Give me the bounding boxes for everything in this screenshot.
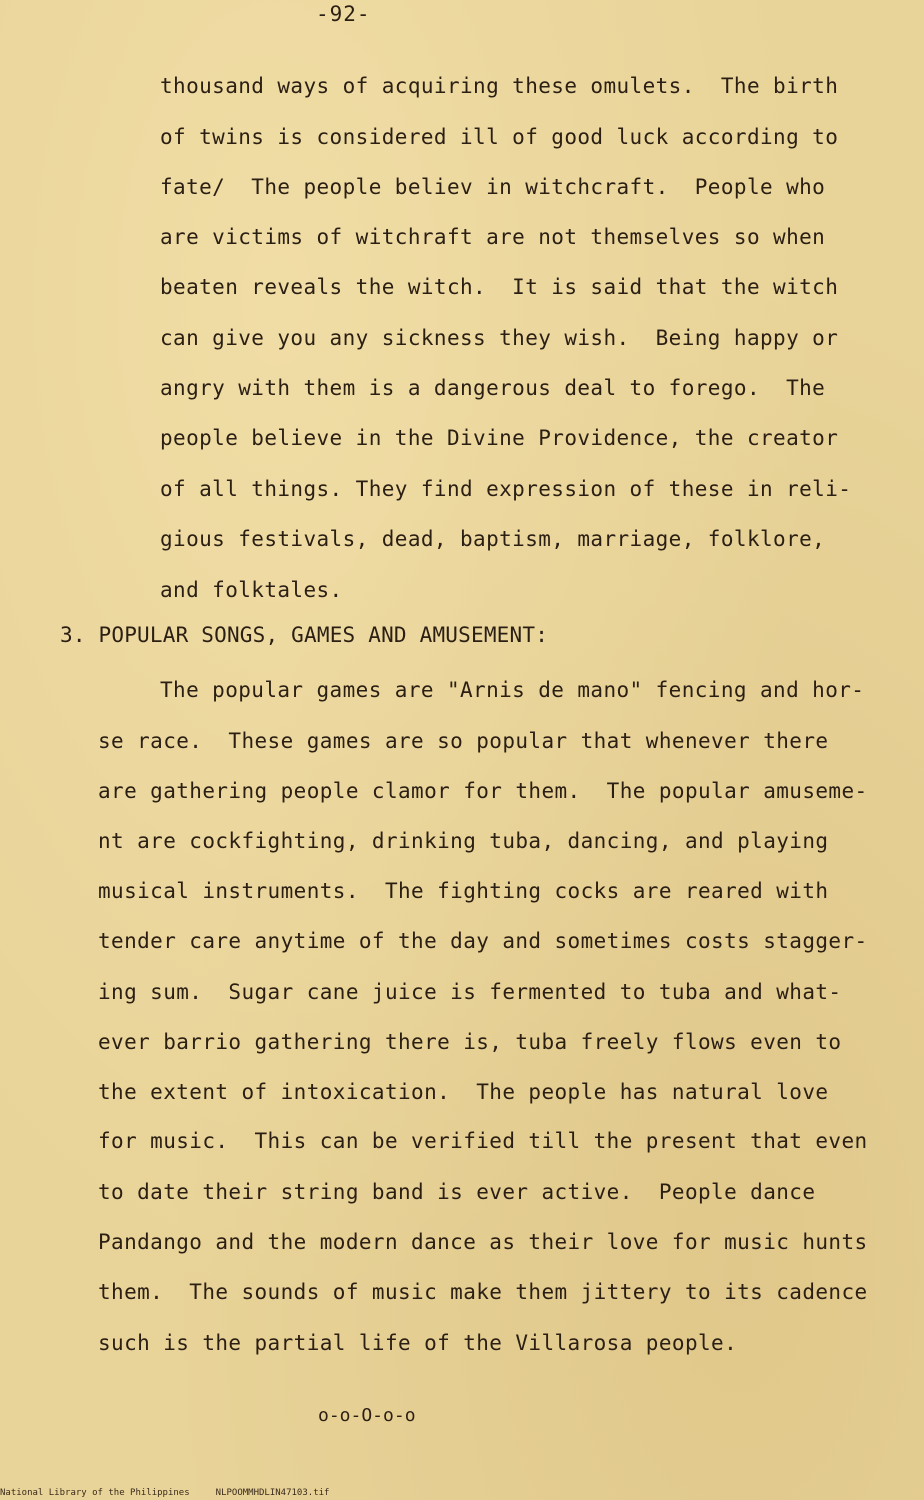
paragraph1-line: and folktales. [160,578,343,602]
paragraph1-line: can give you any sickness they wish. Being happy or [160,326,839,350]
paragraph2-line: are gathering people clamor for them. The popular amuseme- [98,779,868,803]
paragraph2-line: tender care anytime of the day and sometimes costs stagger- [98,929,868,953]
paragraph1-line: fate/ The people believ in witchcraft. People who [160,175,826,199]
section-heading: 3. POPULAR SONGS, GAMES AND AMUSEMENT: [60,623,549,647]
paragraph2-line: se race. These games are so popular that whenever there [98,729,829,753]
paragraph1-line: angry with them is a dangerous deal to forego. The [160,376,826,400]
end-mark: o-o-O-o-o [318,1405,416,1426]
scan-footer [0,1488,329,1498]
paragraph2-line: the extent of intoxication. The people has natural love [98,1080,829,1104]
footer-library: National Library of the Philippines [0,1488,190,1498]
paragraph2-line: ever barrio gathering there is, tuba freely flows even to [98,1030,842,1054]
paragraph2-line: ing sum. Sugar cane juice is fermented to tuba and what- [98,980,842,1004]
footer-filename: NLPOOMMHDLIN47103.tif [215,1488,330,1498]
paragraph1-line: gious festivals, dead, baptism, marriage, folklore, [160,527,826,551]
paragraph2-line: Pandango and the modern dance as their love for music hunts [98,1230,868,1254]
paragraph2-line: for music. This can be verified till the present that even [98,1129,868,1153]
paragraph1-line: people believe in the Divine Providence, the creator [160,426,839,450]
paragraph1-line: of twins is considered ill of good luck according to [160,125,839,149]
paragraph2-line: such is the partial life of the Villarosa people. [98,1331,738,1355]
paragraph1-line: thousand ways of acquiring these omulets. The birth [160,74,839,98]
page-number: -92- [316,2,371,26]
paragraph2-line: nt are cockfighting, drinking tuba, dancing, and playing [98,829,829,853]
paragraph2-line: The popular games are "Arnis de mano" fencing and hor- [160,678,865,702]
paragraph2-line: musical instruments. The fighting cocks are reared with [98,879,829,903]
paragraph2-line: to date their string band is ever active. People dance [98,1180,816,1204]
paragraph1-line: beaten reveals the witch. It is said that the witch [160,275,839,299]
paragraph2-line: them. The sounds of music make them jittery to its cadence [98,1280,868,1304]
paragraph1-line: of all things. They find expression of these in reli- [160,477,852,501]
paragraph1-line: are victims of witchraft are not themselves so when [160,225,826,249]
